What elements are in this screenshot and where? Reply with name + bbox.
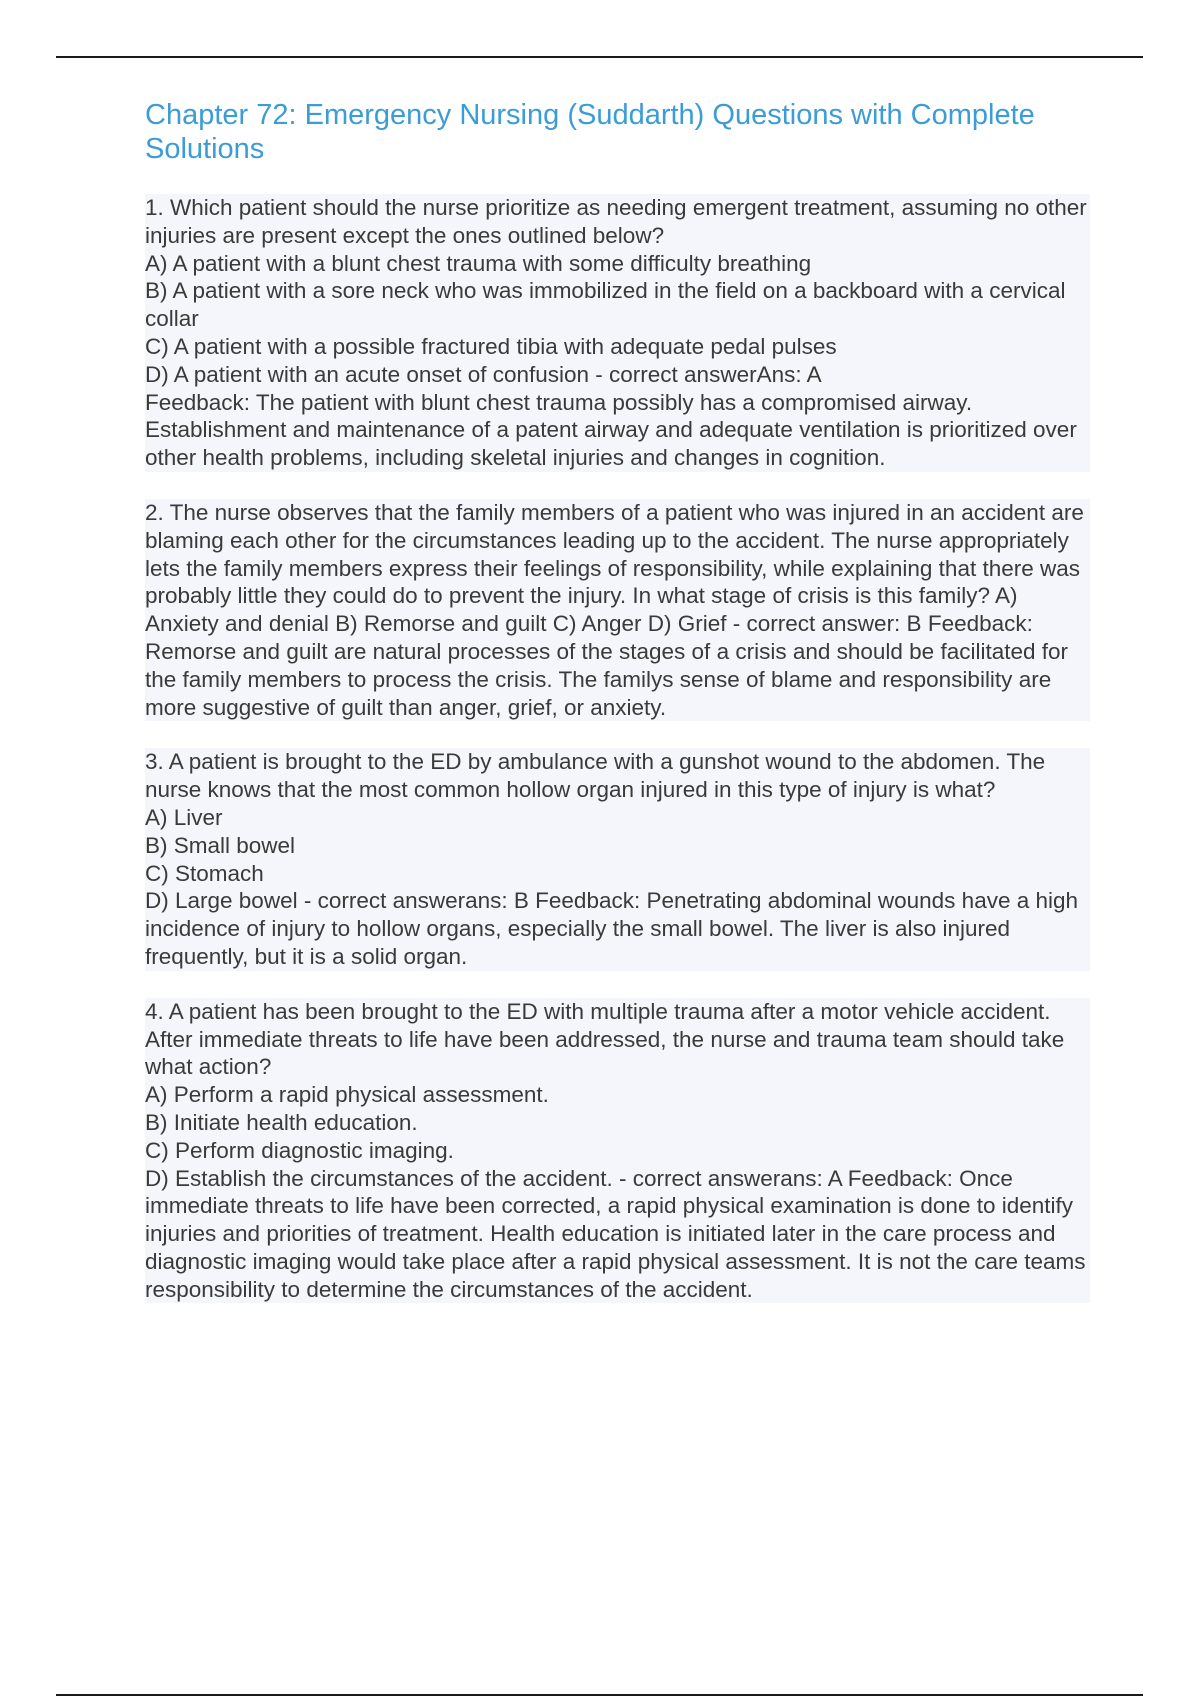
question-1 [145,194,1090,472]
top-divider [56,56,1143,58]
bottom-divider [56,1694,1143,1696]
question-3-option-b: B) Small bowel [145,832,1090,860]
question-3-option-d-feedback: D) Large bowel - correct answerans: B Feedback: Penetrating abdominal wounds have a high incidence of injury to hollow organs, especially the small bowel. The liver is also injured frequently, but it is a solid organ. [145,887,1090,970]
question-3-option-a: A) Liver [145,804,1090,832]
question-4-option-d-feedback: D) Establish the circumstances of the accident. - correct answerans: A Feedback: Once immediate threats to life have been corrected, a rapid physical examination is done to identify injuries and priorities of treatment. Health education is initiated later in the care process and diagnostic imaging would take place after a rapid physical assessment. It is not the care teams responsibility to determine the circumstances of the accident. [145,1165,1090,1304]
question-4-stem: 4. A patient has been brought to the ED with multiple trauma after a motor vehicle accident. After immediate threats to life have been addressed, the nurse and trauma team should take what action? [145,998,1090,1081]
question-4-option-a: A) Perform a rapid physical assessment. [145,1081,1090,1109]
question-1-option-d: D) A patient with an acute onset of confusion - correct answerAns: A [145,361,1090,389]
question-4-option-c: C) Perform diagnostic imaging. [145,1137,1090,1165]
question-1-option-a: A) A patient with a blunt chest trauma with some difficulty breathing [145,250,1090,278]
question-3-stem: 3. A patient is brought to the ED by ambulance with a gunshot wound to the abdomen. The nurse knows that the most common hollow organ injured in this type of injury is what? [145,748,1090,804]
question-1-feedback: Feedback: The patient with blunt chest trauma possibly has a compromised airway. Establishment and maintenance of a patent airway and adequate ventilation is prioritized over other health problems, including skeletal injuries and changes in cognition. [145,389,1090,472]
question-3 [145,748,1090,970]
document-body [145,98,1090,1330]
question-4 [145,998,1090,1304]
question-1-option-c: C) A patient with a possible fractured tibia with adequate pedal pulses [145,333,1090,361]
question-4-option-b: B) Initiate health education. [145,1109,1090,1137]
question-2-text: 2. The nurse observes that the family members of a patient who was injured in an accident are blaming each other for the circumstances leading up to the accident. The nurse appropriately lets the family members express their feelings of responsibility, while explaining that there was probably little they could do to prevent the injury. In what stage of crisis is this family? A) Anxiety and denial B) Remorse and guilt C) Anger D) Grief - correct answer: B Feedback: Remorse and guilt are natural processes of the stages of a crisis and should be facilitated for the family members to process the crisis. The familys sense of blame and responsibility are more suggestive of guilt than anger, grief, or anxiety. [145,499,1090,721]
document-title: Chapter 72: Emergency Nursing (Suddarth) Questions with Complete Solutions [145,99,1035,165]
question-2 [145,499,1090,721]
question-1-option-b: B) A patient with a sore neck who was immobilized in the field on a backboard with a cervical collar [145,277,1090,333]
question-1-stem: 1. Which patient should the nurse prioritize as needing emergent treatment, assuming no other injuries are present except the ones outlined below? [145,194,1090,250]
question-3-option-c: C) Stomach [145,860,1090,888]
